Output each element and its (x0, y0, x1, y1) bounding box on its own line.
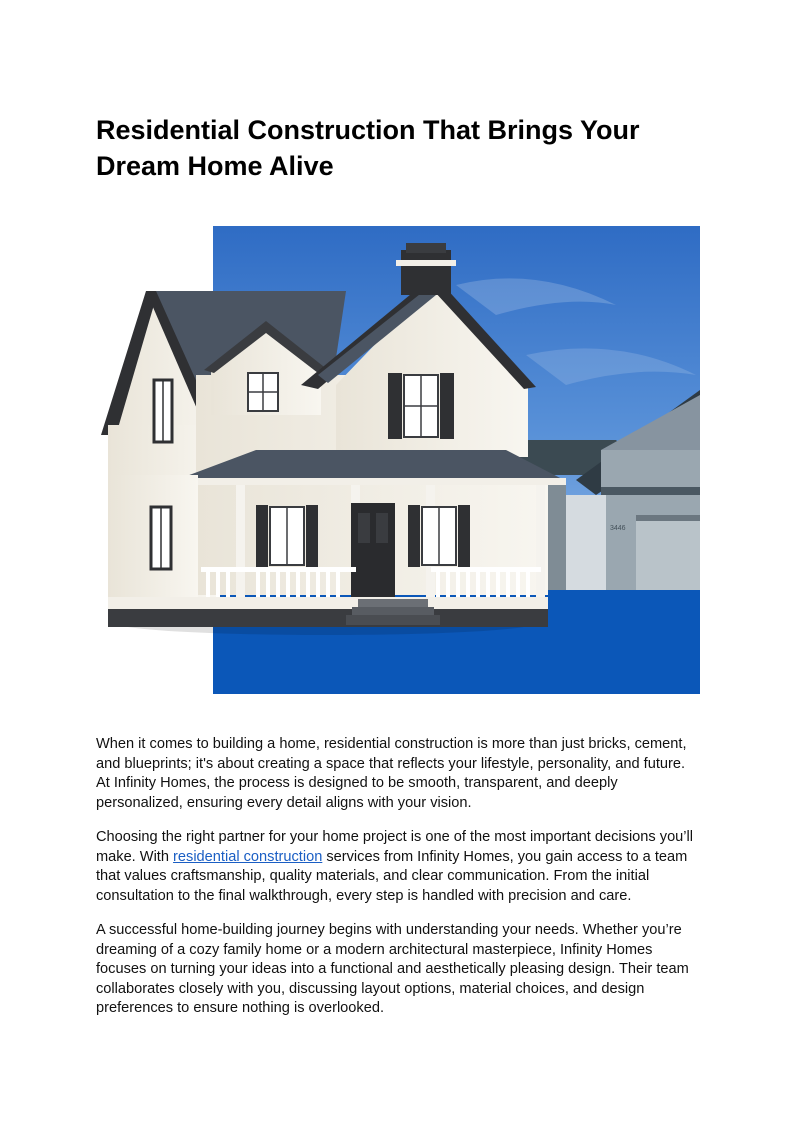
residential-construction-link[interactable]: residential construction (173, 848, 323, 865)
page-title: Residential Construction That Brings Your Dream Home Alive (96, 115, 640, 181)
house-number: 3446 (610, 525, 626, 532)
paragraph-partner-text-end: services from Infinity Homes, you gain access to a team that values craftsmanship, quality materials, and clear communication. From the initial consultation to the final walkthrough, every step is handled with precision and care. (96, 848, 688, 904)
hero-house-image (96, 225, 700, 695)
paragraph-partner (96, 828, 702, 906)
paragraph-intro: When it comes to building a home, residential construction is more than just bricks, cement, and blueprints; it's about creating a space that reflects your lifestyle, personality, and future. At Infinity Homes, the process is designed to be smooth, transparent, and deeply personalized, ensuring every detail aligns with your vision. (96, 736, 687, 811)
paragraph-partner-text-start: Choosing the right partner for your home project is one of the most important decisions you’ll make. With (96, 829, 694, 865)
paragraph-journey: A successful home-building journey begins with understanding your needs. Whether you’re dreaming of a cozy family home or a modern architectural masterpiece, Infinity Homes focuses on turning your ideas into a functional and aesthetically pleasing design. Their team collaborates closely with you, discussing layout options, material choices, and design preferences to ensure nothing is overlooked. (96, 922, 689, 1017)
